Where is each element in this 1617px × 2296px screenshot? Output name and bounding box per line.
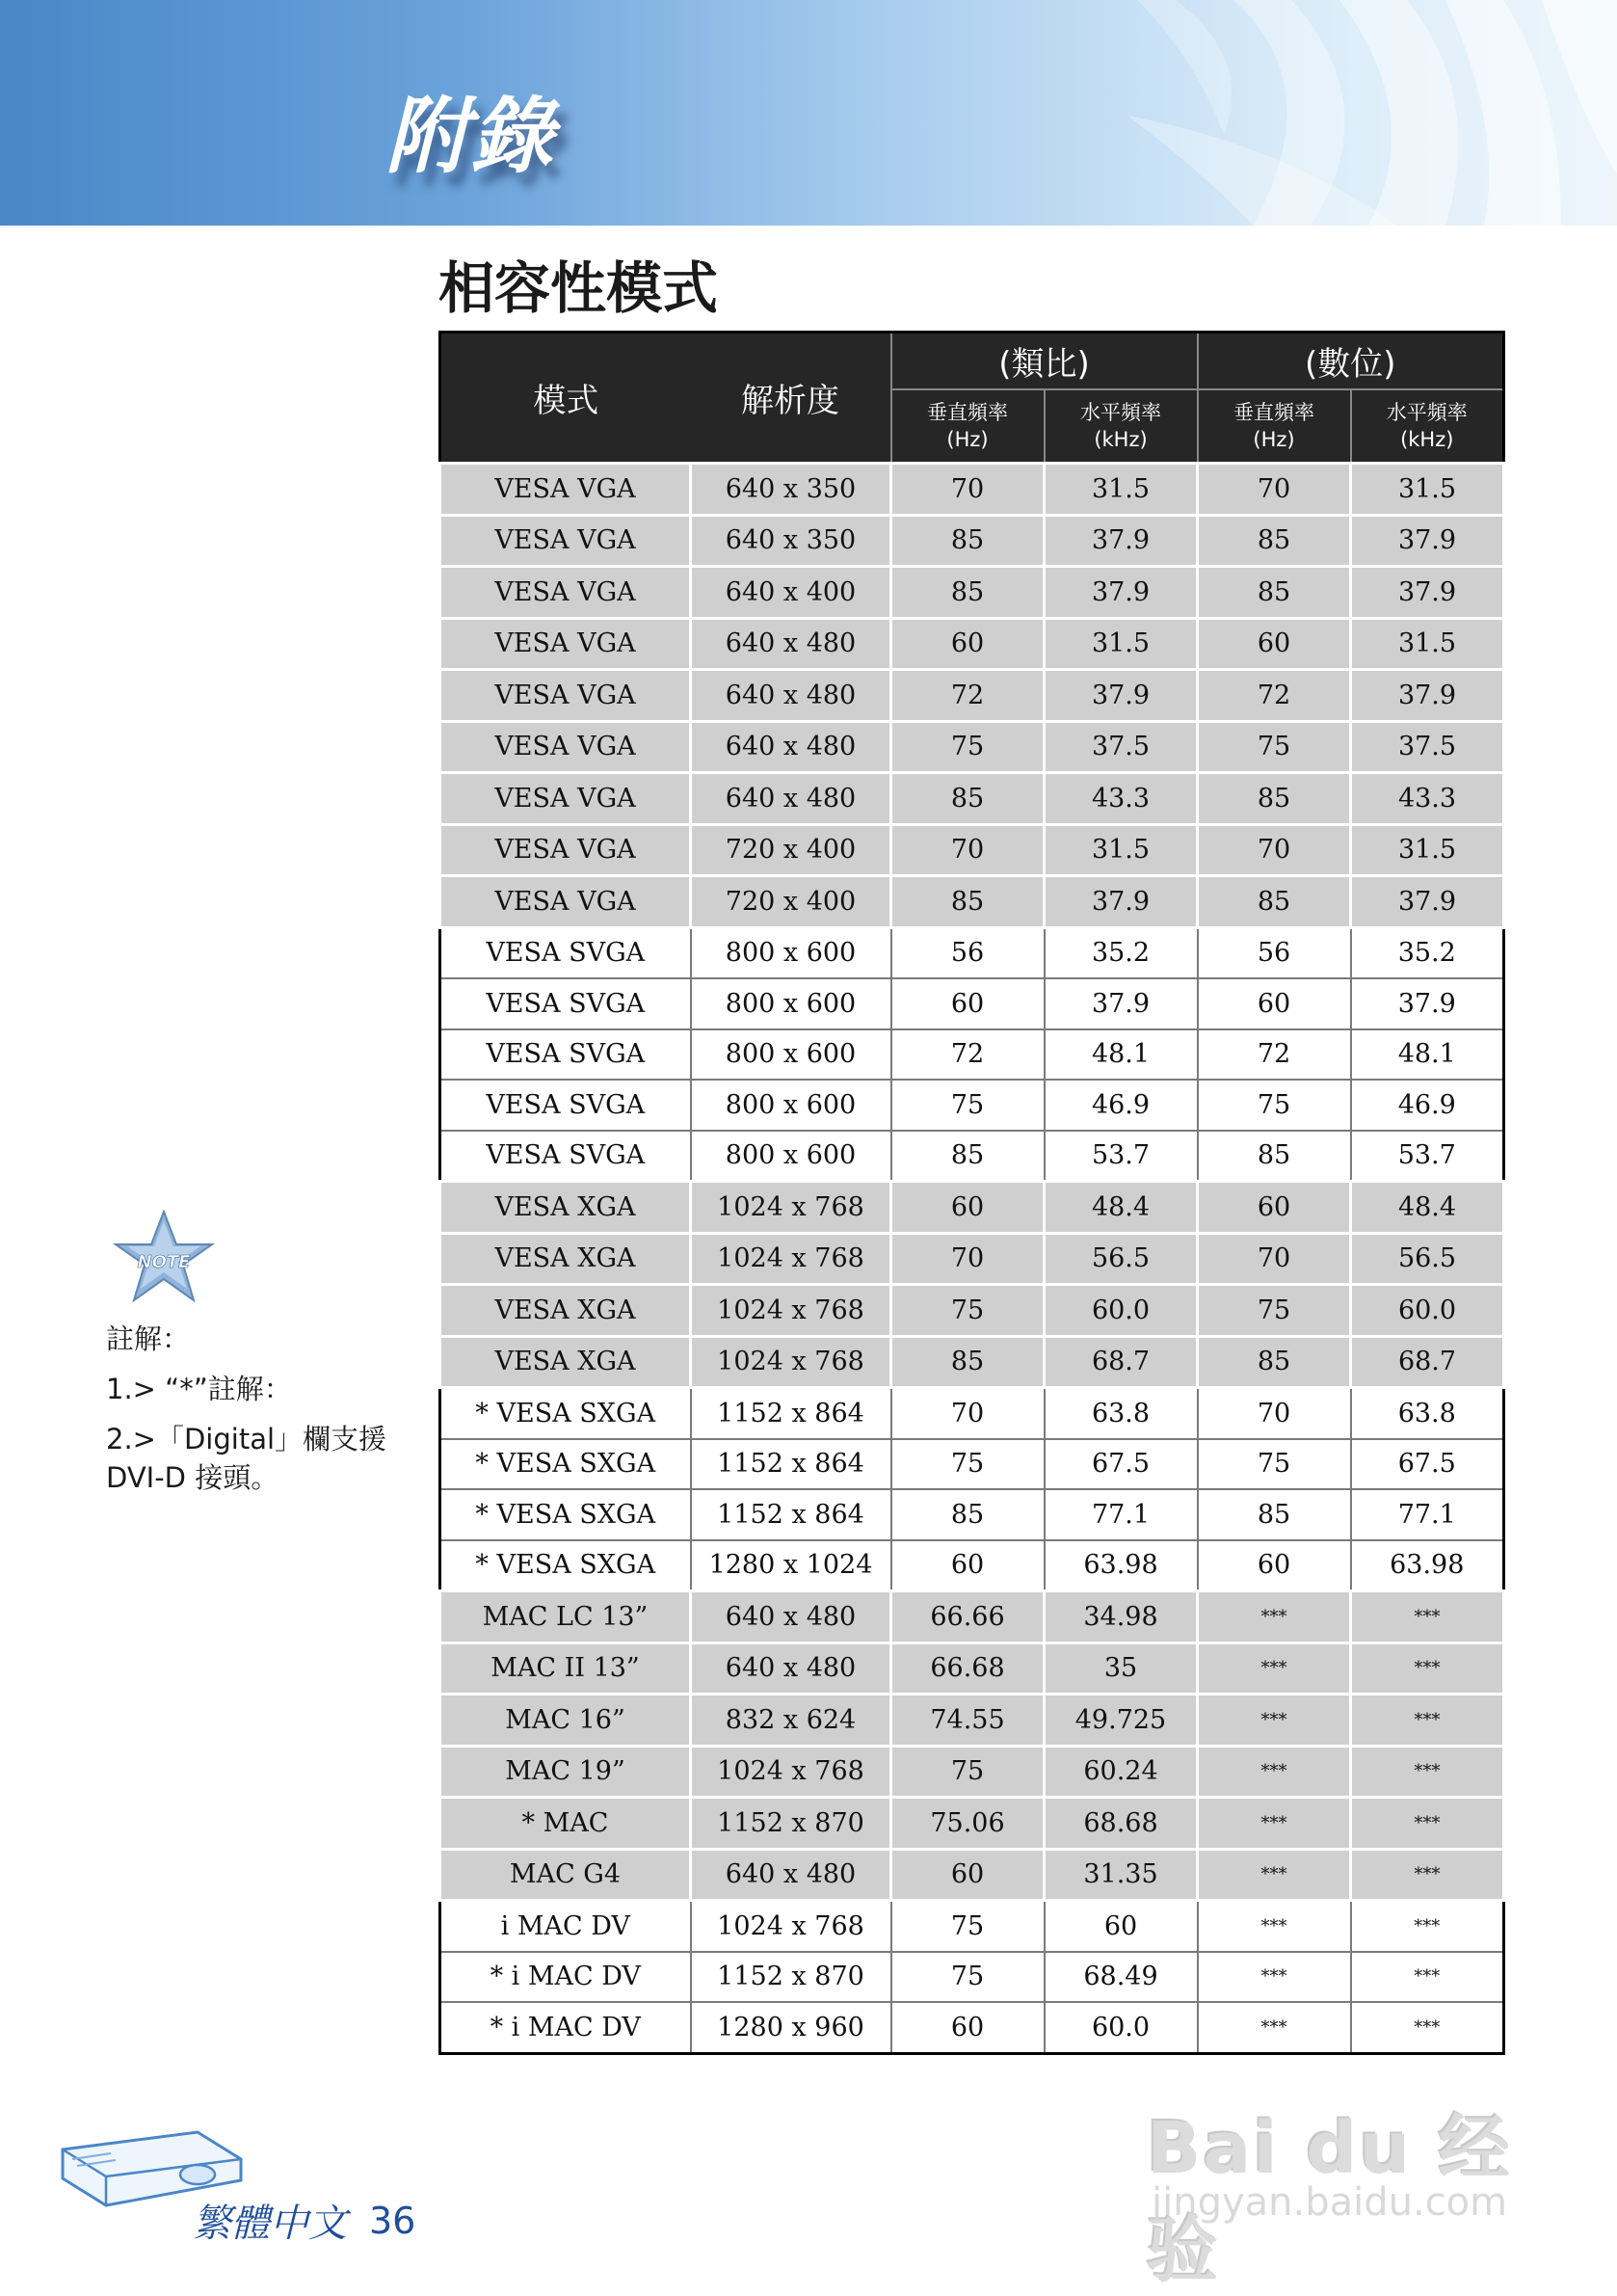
cell-resolution: 1024 x 768: [691, 1901, 891, 1952]
cell-resolution: 1152 x 864: [691, 1439, 891, 1490]
cell-analog-h: 31.5: [1045, 824, 1198, 876]
cell-mode: * VESA SXGA: [440, 1388, 691, 1439]
table-row: [440, 515, 1504, 567]
cell-digital-h: 68.7: [1351, 1336, 1504, 1388]
table-row: [440, 1489, 1504, 1540]
cell-resolution: 1152 x 870: [691, 1798, 891, 1850]
cell-resolution: 1280 x 960: [691, 2002, 891, 2053]
header-digital-h: 水平頻率 (kHz): [1351, 389, 1504, 464]
cell-analog-v: 60: [891, 1182, 1045, 1234]
table-row: [440, 1746, 1504, 1798]
table-row: [440, 1080, 1504, 1131]
cell-mode: VESA VGA: [440, 670, 691, 722]
cell-digital-v: 70: [1198, 464, 1351, 516]
cell-digital-v: 56: [1198, 927, 1351, 978]
cell-analog-h: 67.5: [1045, 1439, 1198, 1490]
table-row: [440, 1952, 1504, 2003]
cell-digital-v: 85: [1198, 773, 1351, 825]
cell-digital-v: 70: [1198, 1388, 1351, 1439]
cell-digital-v: 70: [1198, 1233, 1351, 1285]
cell-mode: MAC 16”: [440, 1695, 691, 1747]
cell-digital-h: 31.5: [1351, 618, 1504, 670]
cell-analog-v: 70: [891, 824, 1045, 876]
cell-resolution: 640 x 480: [691, 1591, 891, 1643]
cell-digital-h: ***: [1351, 1849, 1504, 1901]
cell-analog-h: 63.98: [1045, 1540, 1198, 1591]
cell-resolution: 800 x 600: [691, 1080, 891, 1131]
table-row: [440, 1540, 1504, 1591]
cell-mode: VESA SVGA: [440, 1029, 691, 1081]
cell-analog-v: 85: [891, 515, 1045, 567]
cell-digital-v: 75: [1198, 721, 1351, 773]
note-line-1: 1.> “*”註解：: [106, 1373, 292, 1405]
cell-digital-v: ***: [1198, 1642, 1351, 1695]
cell-resolution: 640 x 480: [691, 773, 891, 825]
cell-resolution: 640 x 480: [691, 1849, 891, 1901]
cell-digital-v: 85: [1198, 1336, 1351, 1388]
cell-analog-v: 85: [891, 1131, 1045, 1182]
watermark-url: jingyan.baidu.com: [1152, 2180, 1508, 2225]
cell-resolution: 1024 x 768: [691, 1233, 891, 1285]
header-analog-h: 水平頻率 (kHz): [1045, 389, 1198, 464]
table-row: [440, 1798, 1504, 1850]
watermark-logo: Bai du 经验: [1147, 2107, 1512, 2292]
cell-digital-v: ***: [1198, 1952, 1351, 2003]
cell-analog-v: 75: [891, 1439, 1045, 1490]
cell-mode: * i MAC DV: [440, 1952, 691, 2003]
cell-mode: * VESA SXGA: [440, 1489, 691, 1540]
section-title: 相容性模式: [438, 255, 719, 321]
cell-digital-v: ***: [1198, 1849, 1351, 1901]
cell-digital-v: 85: [1198, 876, 1351, 928]
table-row: [440, 2002, 1504, 2053]
cell-mode: VESA SVGA: [440, 927, 691, 978]
cell-digital-h: 37.5: [1351, 721, 1504, 773]
cell-resolution: 800 x 600: [691, 978, 891, 1029]
cell-resolution: 800 x 600: [691, 1029, 891, 1081]
cell-digital-v: 60: [1198, 978, 1351, 1029]
cell-mode: MAC 19”: [440, 1746, 691, 1798]
cell-digital-h: ***: [1351, 1695, 1504, 1747]
cell-mode: VESA XGA: [440, 1182, 691, 1234]
cell-analog-h: 34.98: [1045, 1591, 1198, 1643]
table-row: [440, 1029, 1504, 1081]
table-row: [440, 1439, 1504, 1490]
cell-analog-v: 60: [891, 1849, 1045, 1901]
table-row: [440, 1131, 1504, 1182]
table-row: [440, 1182, 1504, 1234]
cell-digital-v: 85: [1198, 515, 1351, 567]
cell-digital-h: ***: [1351, 1642, 1504, 1695]
table-row: [440, 824, 1504, 876]
cell-resolution: 1024 x 768: [691, 1182, 891, 1234]
table-row: [440, 1642, 1504, 1695]
cell-analog-h: 37.9: [1045, 670, 1198, 722]
cell-analog-h: 43.3: [1045, 773, 1198, 825]
table-row: [440, 927, 1504, 978]
cell-mode: MAC G4: [440, 1849, 691, 1901]
appendix-title: 附錄: [385, 89, 555, 185]
cell-resolution: 1280 x 1024: [691, 1540, 891, 1591]
header-analog: (類比): [891, 333, 1198, 390]
cell-mode: VESA SVGA: [440, 1080, 691, 1131]
cell-analog-h: 31.5: [1045, 464, 1198, 516]
cell-resolution: 1024 x 768: [691, 1746, 891, 1798]
cell-analog-v: 85: [891, 1489, 1045, 1540]
cell-digital-v: 60: [1198, 618, 1351, 670]
cell-analog-h: 60: [1045, 1901, 1198, 1952]
footer-language: 繁體中文: [193, 2202, 347, 2246]
table-row: [440, 670, 1504, 722]
cell-analog-v: 70: [891, 1233, 1045, 1285]
header-resolution: 解析度: [691, 333, 891, 464]
cell-digital-h: 35.2: [1351, 927, 1504, 978]
cell-mode: VESA XGA: [440, 1285, 691, 1337]
table-row: [440, 1336, 1504, 1388]
header-banner: [0, 0, 1617, 226]
cell-analog-h: 56.5: [1045, 1233, 1198, 1285]
table-row: [440, 1695, 1504, 1747]
cell-analog-h: 37.5: [1045, 721, 1198, 773]
cell-digital-h: 48.4: [1351, 1182, 1504, 1234]
cell-digital-h: 56.5: [1351, 1233, 1504, 1285]
cell-analog-v: 85: [891, 876, 1045, 928]
cell-mode: VESA VGA: [440, 567, 691, 619]
cell-resolution: 1024 x 768: [691, 1336, 891, 1388]
cell-digital-v: 85: [1198, 567, 1351, 619]
cell-digital-h: 31.5: [1351, 464, 1504, 516]
cell-digital-h: ***: [1351, 1798, 1504, 1850]
cell-analog-v: 60: [891, 618, 1045, 670]
note-heading: 註解：: [106, 1322, 191, 1355]
cell-resolution: 1152 x 870: [691, 1952, 891, 2003]
cell-digital-h: ***: [1351, 2002, 1504, 2053]
cell-analog-h: 77.1: [1045, 1489, 1198, 1540]
table-row: [440, 1388, 1504, 1439]
cell-digital-h: 53.7: [1351, 1131, 1504, 1182]
cell-analog-h: 37.9: [1045, 978, 1198, 1029]
cell-analog-h: 37.9: [1045, 567, 1198, 619]
cell-analog-h: 37.9: [1045, 876, 1198, 928]
cell-digital-h: 63.98: [1351, 1540, 1504, 1591]
cell-analog-v: 75: [891, 1080, 1045, 1131]
cell-analog-v: 75: [891, 721, 1045, 773]
cell-digital-v: ***: [1198, 2002, 1351, 2053]
cell-resolution: 720 x 400: [691, 876, 891, 928]
cell-analog-v: 70: [891, 1388, 1045, 1439]
table-row: [440, 978, 1504, 1029]
cell-analog-h: 53.7: [1045, 1131, 1198, 1182]
table-row: [440, 567, 1504, 619]
cell-digital-h: 48.1: [1351, 1029, 1504, 1081]
cell-analog-v: 75: [891, 1746, 1045, 1798]
cell-mode: VESA VGA: [440, 721, 691, 773]
cell-digital-h: 60.0: [1351, 1285, 1504, 1337]
cell-digital-v: ***: [1198, 1901, 1351, 1952]
cell-analog-h: 60.24: [1045, 1746, 1198, 1798]
cell-digital-h: 63.8: [1351, 1388, 1504, 1439]
cell-analog-h: 63.8: [1045, 1388, 1198, 1439]
cell-mode: VESA VGA: [440, 464, 691, 516]
cell-analog-v: 75.06: [891, 1798, 1045, 1850]
cell-analog-h: 35: [1045, 1642, 1198, 1695]
cell-analog-h: 68.49: [1045, 1952, 1198, 2003]
cell-mode: VESA XGA: [440, 1336, 691, 1388]
header-digital-v: 垂直頻率 (Hz): [1198, 389, 1351, 464]
table-row: [440, 1233, 1504, 1285]
cell-digital-v: 75: [1198, 1439, 1351, 1490]
cell-mode: * VESA SXGA: [440, 1540, 691, 1591]
cell-analog-v: 85: [891, 773, 1045, 825]
cell-analog-h: 31.35: [1045, 1849, 1198, 1901]
cell-resolution: 640 x 480: [691, 618, 891, 670]
cell-mode: * i MAC DV: [440, 2002, 691, 2053]
cell-digital-v: 85: [1198, 1131, 1351, 1182]
cell-digital-h: 37.9: [1351, 567, 1504, 619]
cell-analog-v: 66.66: [891, 1591, 1045, 1643]
cell-digital-h: ***: [1351, 1746, 1504, 1798]
cell-analog-v: 75: [891, 1285, 1045, 1337]
cell-resolution: 1152 x 864: [691, 1489, 891, 1540]
cell-resolution: 640 x 350: [691, 515, 891, 567]
cell-analog-h: 35.2: [1045, 927, 1198, 978]
cell-mode: VESA SVGA: [440, 978, 691, 1029]
cell-analog-v: 60: [891, 2002, 1045, 2053]
cell-analog-v: 85: [891, 567, 1045, 619]
cell-resolution: 640 x 350: [691, 464, 891, 516]
cell-digital-v: 60: [1198, 1182, 1351, 1234]
table-row: [440, 618, 1504, 670]
cell-analog-h: 31.5: [1045, 618, 1198, 670]
table-body: [440, 464, 1504, 2054]
cell-digital-v: ***: [1198, 1798, 1351, 1850]
cell-analog-h: 48.4: [1045, 1182, 1198, 1234]
cell-mode: VESA SVGA: [440, 1131, 691, 1182]
cell-digital-h: 67.5: [1351, 1439, 1504, 1490]
cell-resolution: 720 x 400: [691, 824, 891, 876]
cell-mode: * MAC: [440, 1798, 691, 1850]
cell-analog-v: 74.55: [891, 1695, 1045, 1747]
petal-decoration: [0, 0, 1617, 226]
table-row: [440, 876, 1504, 928]
cell-analog-v: 56: [891, 927, 1045, 978]
note-star-icon: [108, 1210, 219, 1306]
header-digital: (數位): [1198, 333, 1504, 390]
cell-digital-v: ***: [1198, 1695, 1351, 1747]
table-row: [440, 1285, 1504, 1337]
cell-analog-h: 68.7: [1045, 1336, 1198, 1388]
cell-mode: VESA XGA: [440, 1233, 691, 1285]
cell-digital-h: 31.5: [1351, 824, 1504, 876]
cell-resolution: 1152 x 864: [691, 1388, 891, 1439]
cell-resolution: 832 x 624: [691, 1695, 891, 1747]
cell-resolution: 800 x 600: [691, 927, 891, 978]
cell-digital-v: 72: [1198, 670, 1351, 722]
cell-digital-v: 60: [1198, 1540, 1351, 1591]
cell-mode: VESA VGA: [440, 773, 691, 825]
table-row: [440, 773, 1504, 825]
cell-analog-v: 72: [891, 1029, 1045, 1081]
cell-digital-h: ***: [1351, 1901, 1504, 1952]
cell-analog-v: 85: [891, 1336, 1045, 1388]
cell-mode: MAC LC 13”: [440, 1591, 691, 1643]
cell-resolution: 800 x 600: [691, 1131, 891, 1182]
cell-resolution: 1024 x 768: [691, 1285, 891, 1337]
page-number: 36: [369, 2200, 416, 2242]
cell-digital-h: 37.9: [1351, 515, 1504, 567]
cell-analog-h: 68.68: [1045, 1798, 1198, 1850]
header-analog-v: 垂直頻率 (Hz): [891, 389, 1045, 464]
cell-analog-v: 70: [891, 464, 1045, 516]
cell-digital-v: 75: [1198, 1080, 1351, 1131]
cell-digital-h: 43.3: [1351, 773, 1504, 825]
table-row: [440, 1901, 1504, 1952]
cell-analog-h: 37.9: [1045, 515, 1198, 567]
note-line-2: 2.>「Digital」欄支援 DVI-D 接頭。: [106, 1423, 387, 1494]
table-row: [440, 464, 1504, 516]
cell-digital-h: 37.9: [1351, 670, 1504, 722]
cell-mode: VESA VGA: [440, 515, 691, 567]
cell-digital-h: 37.9: [1351, 876, 1504, 928]
cell-digital-v: 72: [1198, 1029, 1351, 1081]
note-area: [106, 1210, 424, 1497]
compatibility-table: [438, 331, 1505, 2055]
cell-digital-v: 85: [1198, 1489, 1351, 1540]
cell-resolution: 640 x 400: [691, 567, 891, 619]
cell-resolution: 640 x 480: [691, 721, 891, 773]
cell-mode: * VESA SXGA: [440, 1439, 691, 1490]
cell-digital-h: 46.9: [1351, 1080, 1504, 1131]
cell-analog-h: 49.725: [1045, 1695, 1198, 1747]
cell-analog-h: 60.0: [1045, 1285, 1198, 1337]
cell-mode: VESA VGA: [440, 618, 691, 670]
cell-mode: i MAC DV: [440, 1901, 691, 1952]
cell-analog-v: 75: [891, 1952, 1045, 2003]
cell-digital-h: ***: [1351, 1952, 1504, 2003]
cell-mode: VESA VGA: [440, 824, 691, 876]
cell-digital-v: ***: [1198, 1591, 1351, 1643]
cell-analog-h: 48.1: [1045, 1029, 1198, 1081]
cell-mode: VESA VGA: [440, 876, 691, 928]
cell-analog-v: 72: [891, 670, 1045, 722]
cell-analog-v: 75: [891, 1901, 1045, 1952]
cell-digital-v: 75: [1198, 1285, 1351, 1337]
cell-analog-v: 66.68: [891, 1642, 1045, 1695]
table-row: [440, 721, 1504, 773]
header-mode: 模式: [440, 333, 691, 464]
cell-analog-v: 60: [891, 1540, 1045, 1591]
table-row: [440, 1849, 1504, 1901]
cell-digital-h: 37.9: [1351, 978, 1504, 1029]
cell-analog-h: 60.0: [1045, 2002, 1198, 2053]
cell-resolution: 640 x 480: [691, 670, 891, 722]
cell-digital-v: 70: [1198, 824, 1351, 876]
note-badge-text: NOTE: [137, 1252, 191, 1272]
cell-digital-h: 77.1: [1351, 1489, 1504, 1540]
table-row: [440, 1591, 1504, 1643]
cell-mode: MAC II 13”: [440, 1642, 691, 1695]
cell-analog-v: 60: [891, 978, 1045, 1029]
cell-digital-h: ***: [1351, 1591, 1504, 1643]
cell-analog-h: 46.9: [1045, 1080, 1198, 1131]
cell-resolution: 640 x 480: [691, 1642, 891, 1695]
cell-digital-v: ***: [1198, 1746, 1351, 1798]
